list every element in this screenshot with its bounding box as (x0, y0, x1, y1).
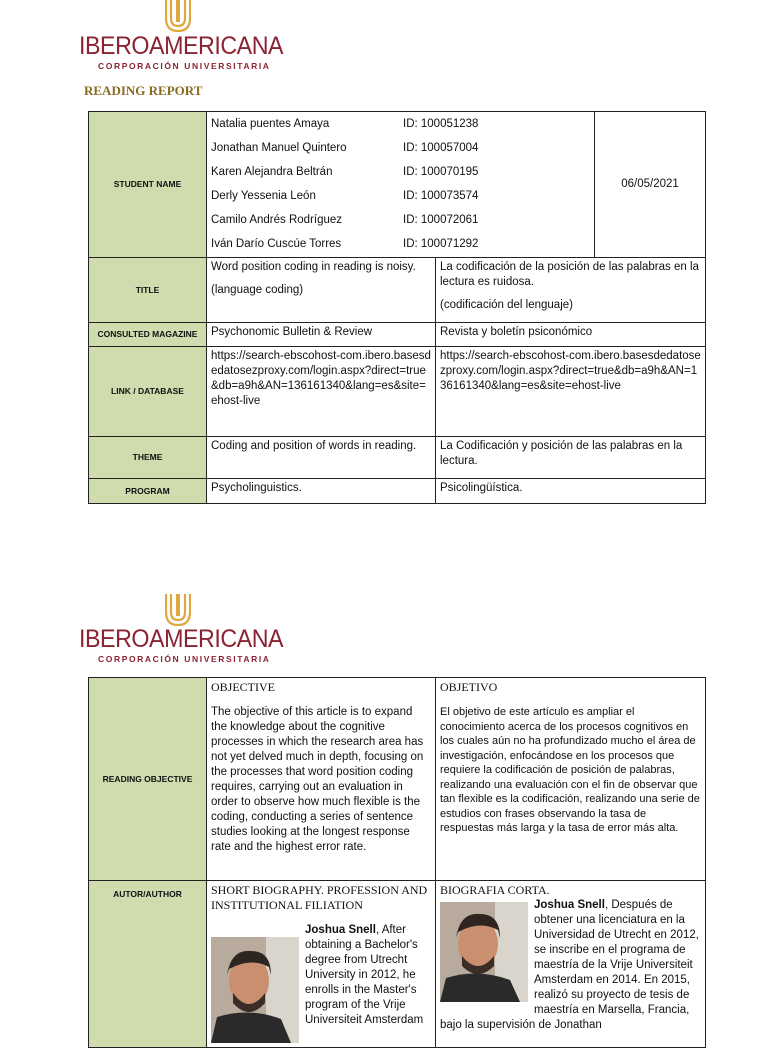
program-english: Psycholinguistics. (207, 479, 436, 504)
logo-subtitle: CORPORACIÓN UNIVERSITARIA (98, 654, 271, 664)
reading-report-table (88, 111, 706, 504)
author-name: Joshua Snell (305, 924, 376, 936)
biography-spanish: BIOGRAFIA CORTA. Joshua Snell, Después de obtener una licenciatura en la Universidad de Utrecht en 2012, se inscribe en el programa de maestría de la Vrije Universiteit Amsterdam en 2014. En 2015, realizó su proyecto de tesis de maestría en Marsella, Francia, bajo la supervisión de Jonathan (436, 881, 706, 1048)
report-date: 06/05/2021 (595, 112, 706, 258)
magazine-english: Psychonomic Bulletin & Review (207, 323, 436, 347)
author-portrait-icon (440, 902, 528, 1002)
magazine-label: CONSULTED MAGAZINE (89, 323, 207, 347)
theme-english: Coding and position of words in reading. (207, 437, 436, 479)
student-row: Iván Darío Cuscúe Torres ID: 100071292 (211, 237, 479, 250)
author-photo (211, 937, 299, 1043)
theme-label: THEME (89, 437, 207, 479)
university-logo-mark-icon (165, 0, 191, 32)
author-name: Joshua Snell (534, 899, 605, 911)
student-row: Camilo Andrés Rodríguez ID: 100072061 (211, 213, 479, 226)
biography-english: SHORT BIOGRAPHY. PROFESSION AND INSTITUTIONAL FILIATION Joshua Snell, After obtaining a Bachelor's degree from Utrecht University in 2012, he enrolls in the Master's program of the Vrije Universiteit Amsterdam (207, 881, 436, 1048)
university-logo-mark-icon (165, 594, 191, 626)
report-title: READING REPORT (84, 83, 203, 98)
author-label: AUTOR/AUTHOR (89, 881, 207, 1048)
program-spanish: Psicolingüística. (436, 479, 706, 504)
student-list (207, 112, 595, 258)
logo-subtitle: CORPORACIÓN UNIVERSITARIA (98, 61, 271, 71)
title-english: Word position coding in reading is noisy. (language coding) (207, 258, 436, 323)
magazine-spanish: Revista y boletín psiconómico (436, 323, 706, 347)
objective-spanish: OBJETIVO El objetivo de este artículo es ampliar el conocimiento acerca de los procesos cognitivos en los cuales aún no ha profundizado mucho el área de investigación, enfocándose en los procesos que requiere la codificación de posición de palabras, realizando una evaluación con el fin de observar que tan flexible es la codificación, realizando una serie de estudios con frases observando la tasa de respuestas más larga y la tasa de error más alta. (436, 678, 706, 881)
author-portrait-icon (211, 937, 299, 1043)
title-spanish: La codificación de la posición de las palabras en la lectura es ruidosa. (codificación del lenguaje) (436, 258, 706, 323)
title-label: TITLE (89, 258, 207, 323)
theme-spanish: La Codificación y posición de las palabras en la lectura. (436, 437, 706, 479)
student-row: Karen Alejandra Beltrán ID: 100070195 (211, 165, 479, 178)
link-english[interactable]: https://search-ebscohost-com.ibero.basesdedatosezproxy.com/login.aspx?direct=true&db=a9h&AN=136161340&lang=es&site=ehost-live (207, 347, 436, 437)
reading-objective-label: READING OBJECTIVE (89, 678, 207, 881)
program-label: PROGRAM (89, 479, 207, 504)
objective-english: OBJECTIVE The objective of this article is to expand the knowledge about the cognitive processes in which the research area has not yet delved much in depth, focusing on the processes that word position coding requires, carrying out an evaluation in order to observe how much flexible is the coding, conducting a series of sentence studies looking at the longest response rate and the highest error rate. (207, 678, 436, 881)
logo-name: IBEROAMERICANA (79, 32, 284, 60)
author-photo (440, 902, 528, 1002)
link-spanish[interactable]: https://search-ebscohost-com.ibero.basesdedatosezproxy.com/login.aspx?direct=true&db=a9h&AN=136161340&lang=es&site=ehost-live (436, 347, 706, 437)
logo-name: IBEROAMERICANA (79, 625, 284, 653)
student-row: Natalia puentes Amaya ID: 100051238 (211, 117, 479, 130)
reading-objective-table (88, 677, 706, 1048)
link-label: LINK / DATABASE (89, 347, 207, 437)
student-row: Jonathan Manuel Quintero ID: 100057004 (211, 141, 479, 154)
student-row: Derly Yessenia León ID: 100073574 (211, 189, 479, 202)
student-name-label: STUDENT NAME (89, 112, 207, 258)
